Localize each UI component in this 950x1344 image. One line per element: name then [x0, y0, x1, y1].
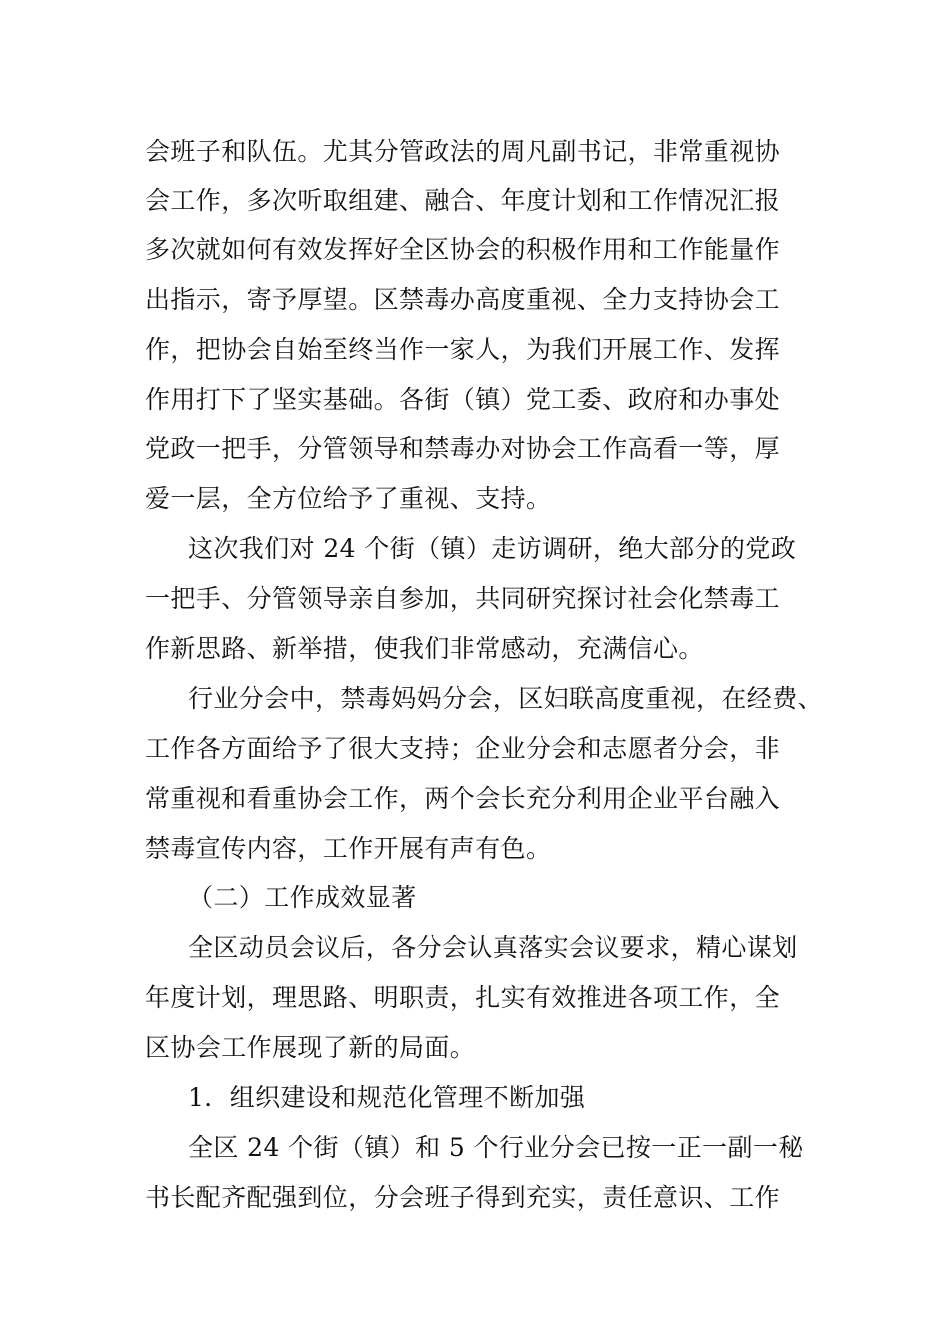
text-line: 党政一把手，分管领导和禁毒办对协会工作高看一等，厚	[145, 434, 781, 463]
subsection-heading: 1．组织建设和规范化管理不断加强	[188, 1083, 586, 1112]
section-heading: （二）工作成效显著	[188, 883, 417, 912]
paragraph-first-line: 全区 24 个街（镇）和 5 个行业分会已按一正一副一秘	[188, 1133, 804, 1162]
text-line: 禁毒宣传内容，工作开展有声有色。	[145, 834, 552, 863]
text-line: 年度计划，理思路、明职责，扎实有效推进各项工作，全	[145, 983, 781, 1012]
text-line: 区协会工作展现了新的局面。	[145, 1033, 476, 1062]
text-line: 作，把协会自始至终当作一家人，为我们开展工作、发挥	[145, 335, 781, 364]
text-line: 书长配齐配强到位，分会班子得到充实，责任意识、工作	[145, 1183, 781, 1212]
text-line: 多次就如何有效发挥好全区协会的积极作用和工作能量作	[145, 235, 781, 264]
text-line: 常重视和看重协会工作，两个会长充分利用企业平台融入	[145, 784, 781, 813]
text-line: 会工作，多次听取组建、融合、年度计划和工作情况汇报	[145, 186, 781, 215]
text-line: 作新思路、新举措，使我们非常感动，充满信心。	[145, 634, 704, 663]
text-line: 作用打下了坚实基础。各街（镇）党工委、政府和办事处	[145, 385, 781, 414]
paragraph-first-line: 行业分会中，禁毒妈妈分会，区妇联高度重视，在经费、	[188, 684, 824, 713]
text-line: 一把手、分管领导亲自参加，共同研究探讨社会化禁毒工	[145, 584, 781, 613]
text-line: 出指示，寄予厚望。区禁毒办高度重视、全力支持协会工	[145, 285, 781, 314]
paragraph-first-line: 这次我们对 24 个街（镇）走访调研，绝大部分的党政	[188, 534, 797, 563]
paragraph-first-line: 全区动员会议后，各分会认真落实会议要求，精心谋划	[188, 933, 798, 962]
text-line: 爱一层，全方位给予了重视、支持。	[145, 484, 552, 513]
text-line: 工作各方面给予了很大支持；企业分会和志愿者分会，非	[145, 734, 781, 763]
text-line: 会班子和队伍。尤其分管政法的周凡副书记，非常重视协	[145, 137, 781, 166]
